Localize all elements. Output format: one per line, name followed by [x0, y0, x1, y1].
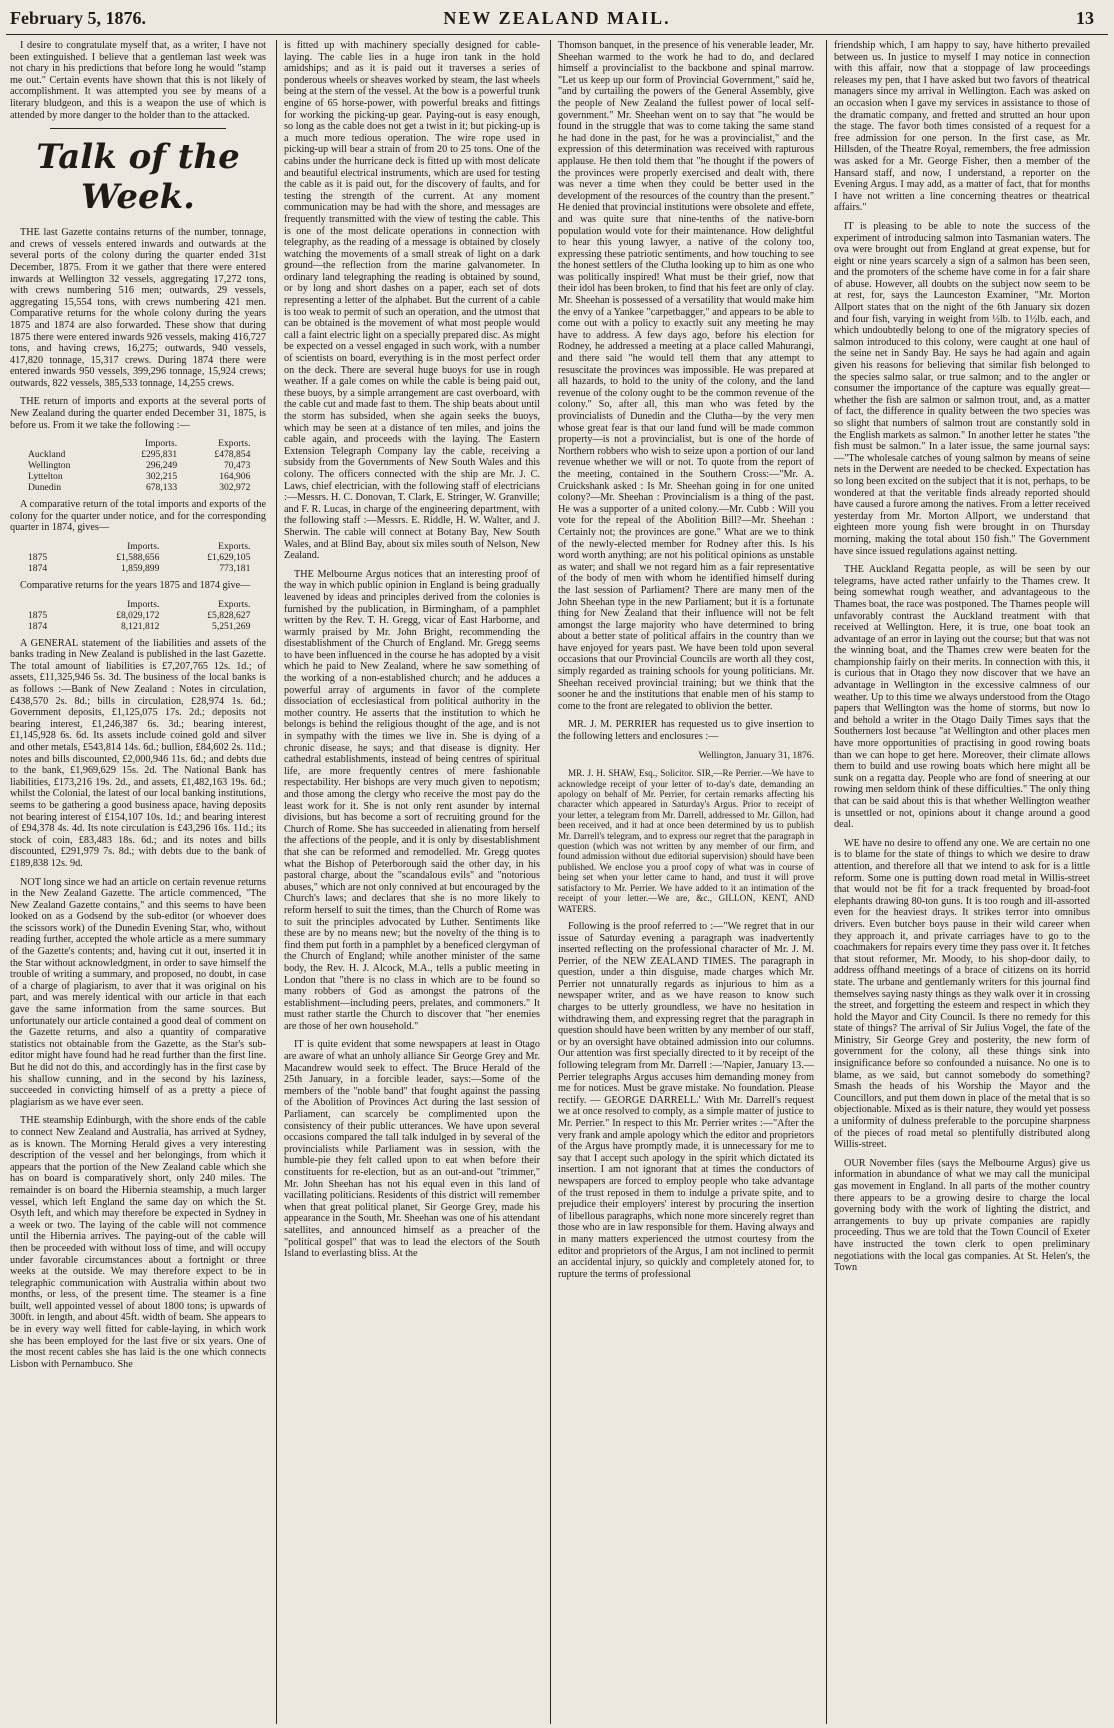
masthead [0, 0, 1114, 34]
table-cell: 1,859,899 [120, 563, 160, 575]
article-year-comparison: Comparative returns for the years 1875 and 1874 give— [20, 580, 251, 592]
masthead-rule [6, 34, 1108, 35]
article-quarter-comparison: A comparative return of the total imports and exports of the colony for the quarter under notice, and for the corresponding quarter in 1874, gives— [10, 499, 266, 534]
table-cell: Wellington [28, 460, 71, 472]
table-header: Imports. [127, 541, 160, 553]
table-row [24, 552, 254, 563]
letter-body: MR. J. H. SHAW, Esq., Solicitor. SIR,—Re Perrier.—We have to acknowledge receipt of your letter of to-day's date, demanding an apology on behalf of Mr. Perrier, for certain remarks affecting his character which appeared in Saturday's Argus. Prior to receipt of your letter, a telegram from Mr. Darrell, addressed to Mr. Gillon, had been received, and it had at once been determined by us to publish Mr. Darrell's telegram, and to express our regret that the paragraph in question (which was not written by any member of our firm, and found admission without due editorial supervision) should have been published. We enclose you a proof copy of what was in course of being set when your letter came to hand, and trust it will prove satisfactory to Mr. Perrier. We have added to it an intimation of the receipt of your letter.—We are, &c., GILLON, KENT, AND WATERS. [558, 768, 814, 914]
table-cell: 70,473 [224, 460, 251, 472]
table-header: Exports. [218, 598, 251, 610]
imports-by-port-table [24, 438, 254, 493]
article-grey-macandrew: IT is quite evident that some newspapers at least in Otago are aware of what an unholy alliance Sir George Grey and Mr. Macandrew would seek to effect. The Bruce Herald of the 25th January, in a forcible leader, says:—Some of the members of the "noble band" that fought against the passing of the Abolition of Provinces Act during the last session of Parliament, can scarcely be complimented upon the consistency of their public utterances. We have upon several occasions compared the tall talk indulged in by several of the provincialists while Parliament was in session, with the humble-pie they felt called upon to eat when before their constituents for re-election, but as an out-and-out "trimmer," Mr. John Sheehan has not his equal even in this land of vacillating politicians. Residents of this district will remember when that great political planet, Sir George Grey, made his appearance in the South, Mr. Sheehan was one of his attendant satellites, and announced himself as a preacher of the "political gospel" that was to lead the electors of the South Island to everlasting bliss. At the [284, 1039, 540, 1260]
column-3 [558, 40, 814, 1724]
article-tasmanian-salmon: IT is pleasing to be able to note the success of the experiment of introducing salmon into Tasmanian waters. The ova were brought out from England at great expense, but for eight or nine years scarcely a sign of a salmon has been seen, and the promoters of the scheme have come in for a fair share of abuse. However, all doubts on the subject now seem to be at rest, for, says the Launceston Examiner, "Mr. Morton Allport states that on the night of the 6th January six dozen and four fish, varying in weight from ½lb. to 1½lb. each, and which undoubtedly belong to one of the migratory species of salmon introduced to this colony, were caught at one haul of the seine net in Sandy Bay. He says he had again and again given his reasons for believing that similar fish belonged to the species salmo salar, or true salmon; and to the angler or consumer the importance of the capture was equally great—whether the fish are salmon or salmon trout, and, as a matter of fact, the difference in quality between the two species was so slight that numbers of salmon trout are constantly sold in the English markets as salmon." In another letter he states "the fish must be salmon." In a later issue, the same journal says:—"The wholesale catches of young salmon by means of seine nets in the Derwent are needed to be checked. Expectation has so long been excited on the subject that it is not, perhaps, to be wondered at that the veritable finds already reported should have caused a furore among the natives. From a letter received yesterday from Mr. Morton Allport, we understand that eighteen more young fish were brought in on Thursday morning, making the total about 150 fish." The Government have since issued regulations against netting. [834, 220, 1090, 557]
column-divider [550, 40, 551, 1724]
column-4 [834, 40, 1090, 1724]
article-shipping-returns: THE last Gazette contains returns of the number, tonnage, and crews of vessels entered inwards and outwards at the several ports of the colony during the quarter ended 31st December, 1875. From it we gather that there were entered inwards at Wellington 32 vessels, aggregating 17,272 tons, with crews numbering 516 men; outwards, 29 vessels, aggregating 15,554 tons, with crews numbering 421 men. Comparative returns for the whole colony during the years 1875 and 1874 are also forwarded. These show that during 1875 there were entered inwards 926 vessels, making 416,727 tons, and having crews, 16,275; outwards, 940 vessels, 417,820 tonnage, 15,317 crews. During 1874 there were entered inwards 950 vessels, 399,296 tonnage, 15,924 crews; outwards, 822 vessels, 385,533 tonnage, 14,255 crews. [10, 227, 266, 389]
section-heading: Talk of the Week. [36, 137, 240, 218]
table-cell: £295,831 [141, 449, 178, 461]
table-cell: 1874 [28, 620, 48, 632]
table-cell: £478,854 [214, 449, 251, 461]
page-number: 13 [1076, 8, 1094, 28]
table-header: Imports. [144, 438, 178, 450]
table-row [24, 621, 254, 632]
letter-dateline: Wellington, January 31, 1876. [698, 749, 814, 761]
table-cell: 1875 [28, 609, 48, 621]
table-row [24, 610, 254, 621]
table-cell: 1875 [28, 552, 48, 564]
issue-date: February 5, 1876. [10, 8, 146, 28]
table-cell: 5,251,269 [212, 620, 251, 632]
table-cell: Auckland [28, 449, 66, 461]
table-row [24, 449, 254, 460]
table-cell: £8,029,172 [116, 609, 160, 621]
table-cell: 164,906 [219, 471, 251, 483]
table-cell: 1874 [28, 563, 48, 575]
table-cell: £5,828,627 [207, 609, 251, 621]
year-comparison-table [24, 599, 254, 632]
table-cell: £1,629,105 [207, 552, 251, 564]
table-row [24, 471, 254, 482]
table-cell: 678,133 [145, 482, 178, 494]
newspaper-title: NEW ZEALAND MAIL. [443, 8, 671, 28]
table-header: Exports. [218, 438, 251, 450]
article-cable-continued: is fitted up with machinery specially designed for cable-laying. The cable lies in a huge iron tank in the hold amidships; and as it is paid out it traverses a series of ponderous wheels or sheaves worked by steam, the last wheels being at the stern of the vessel. At the bow is a powerful trunk engine of 65 horse-power, with powerful breaks and fittings for working the picking-up gear. Paying-out is easy enough, so long as the cable does not get a twist in it; but picking-up is a much more tedious operation. The wire rope used in picking-up will bear a strain of from 20 to 25 tons. One of the cabins under the hurricane deck is fitted up with most delicate and beautiful electrical instruments, which are used for testing the cable as it is paid out, for the discovery of faults, and for testing the strength of the current. At any moment communication may be had with the shore, and messages are frequently transmitted with the view of testing the cable. This is one of the most delicate operations in connection with telegraphy, as the reading of a message is obtained by closely watching the movements of a small streak of light on a dark ground—the reflection from the marine galvanometer. In ordinary land telegraphing the reading is obtained by sound, or by long and short dashes on a paper, each set of dots representing a letter of the alphabet. But the current of a cable is too weak to permit of such an operation, and the utmost that can be obtained is the movement of what most people would call a faint electric light on a specially prepared disc. As might be expected on a vessel engaged in such work, with a number of scientists on board, everything is in the most perfect order on the deck. There are several huge buoys for use in rough weather. If a gale comes on while the cable is being paid out, these buoys, by a simple arrangement are cast overboard, with the cable cut and made fast to them. The ship beats about until the storm has subsided, when she again seeks the buoys, which may be seen at a distance of ten miles, and joins the cable again, and proceeds with the laying. The Eastern Extension Telegraph Company lay the cable, receiving a subsidy from the Governments of New South Wales and this colony. The officers connected with the ship are Mr. J. C. Laws, chief electrician, with the following staff of electricians :—Messrs. H. C. Donovan, T. Clark, E. Stringer, W. Granville; and F. R. Lucas, in charge of the engineering department, with the following staff :—Messrs. E. Riddle, H. W. Walter, and J. Sherwin. The cable will connect at Botany Bay, New South Wales, and at Blind Bay, about six miles south of Nelson, New Zealand. [284, 40, 540, 562]
table-cell: 302,972 [219, 482, 251, 494]
column-1 [10, 40, 266, 1724]
article-sheehan-continued: Thomson banquet, in the presence of his venerable leader, Mr. Sheehan warmed to the work he had to do, and declared himself a provincialist to the backbone and spinal marrow. "Let us keep up our form of Provincial Government," said he, "and by curtailing the powers of the General Assembly, give the people of New Zealand the fullest power of local self-government." Mr. Sheehan went on to say that "he would be found in the struggle that was to come taking the same stand he had done in the past, for he was a provincialist," and the expression of this determination was received with rapturous applause. He then told them that "he thought if the powers of the provinces were properly exercised and dealt with, there was never a time when they could be better used in the development of the resources of the country than the present." He denied that provincial institutions were obsolete and effete, and was quite sure that nine-tenths of the native-born population would vote for their maintenance. How delightful to hear this young lawyer, a native of the colony too, expressing these patriotic sentiments, and how touching to see the honest settlers of the Clutha looking up to him as one who was politically inspired! What must be their grief, now that their idol has been broken, to find that his feet are only of clay. Mr. Sheehan is possessed of a versatility that would make him the envy of a Yankee "carpetbagger," and appears to be able to come out with a policy to exactly suit any meeting he may have to address. A few days ago, before his election for Rodney, he addressed a meeting at a place called Mahurangi, and there said "he would tell them that any attempt to resuscitate the provinces was impossible. He was prepared at all hazards, to hold to the unity of the colony, and the land revenue of the colony ought to be the common revenue of the colony." So, after all, this man who was feted by the provincialists of Dunedin and the Clutha—by the very men whose great fear is that our land fund will be made common property—is not a provincialist, but is one of the horde of Northern robbers who wish to seize upon a portion of our land revenue whether we will or not. To quote from the report of the meeting, contained in the Southern Cross:—"Mr. A. Cruickshank asked : Is Mr. Sheehan going in for one united colony?—Mr. Sheehan : Provincialism is a thing of the past. He was a supporter of a united colony.—Mr. Cubb : Will you vote for the repeal of the Abolition Bill?—Mr. Sheehan : Certainly not; the provinces are gone." What are we to think of the newly-elected member for Rodney after this. Is his word worth anything; are not his political opinions as unstable as water; and shall we not regard him as a fair representative of the body of men with whom he identified himself during the last session of Parliament? There are many men of the John Sheehan type in the new Parliament; but it is a fortunate thing for New Zealand that their influence will not be felt amongst the large majority who have determined to bring about a better state of political affairs in the country than we have enjoyed for years past. We have been told upon several occasions that our Provincial Councils are worth all they cost, simply regarded as training schools for young politicians. Mr. Sheehan received provincial training; but we think that the sooner he and the institutions that enable men of his stamp to come to the front are relegated to oblivion the better. [558, 40, 814, 712]
article-banks: A GENERAL statement of the liabilities and assets of the banks trading in New Zealand is published in the last Gazette. The total amount of liabilities is £7,207,765 12s. 1d.; of assets, £11,325,946 5s. 3d. The business of the local banks is as follows :—Bank of New Zealand : Notes in circulation, £438,570 2s. 8d.; bills in circulation, £28,974 1s. 6d.; Government deposits, £1,125,075 17s. 2d.; deposits not bearing interest, £1,246,387 6s. 3d.; bearing interest, £1,145,928 6s. 6d. Its assets include coined gold and silver and other metals, £543,814 14s. 6d.; bullion, £84,602 2s. 11d.; notes and bills discounted, £2,000,946 11s. 6d.; and debts due to the bank, £1,969,629 15s. 2d. The National Bank has liabilities, £173,216 19s. 2d., and assets, £1,482,163 19s. 6d.; whilst the Colonial, the latest of our local banking institutions, seems to be gathering a good business apace, having deposits not bearing interest of £154,107 10s. 1d.; and bearing interest of £94,378 4s. 4d. Its note circulation is £43,296 16s. 11d.; its stock of coin, £83,483 18s. 6d.; and its notes and bills discounted, £291,979 7s. 8d.; with debts due to the bank of £189,838 12s. 9d. [10, 637, 266, 869]
article-willis-street: WE have no desire to offend any one. We are certain no one is to blame for the state of things to which we desire to draw attention, and therefore all that we intend to ask for is a little reform. Some one is putting down road metal in Willis-street that would not be fit for a track frequented by broad-foot elephants drawing 80-ton guns. It is too rough and ill-assorted even for the heaviest drays. It strikes terror into omnibus drivers. Even butcher boys pause in their wild career when they approach it, and private carriages have to go to the coachmakers for repairs every time they pass over it. It fetches that stout reformer, Mr. Moody, to his shop-door daily, to address offhand meetings of a brace of citizens on its horrid state. The urbane and gentlemanly writers for this journal find themselves saying nasty things as they walk over it in crossing the street, and forgetting the esteem and respect in which they hold the Mayor and City Council. Is there no remedy for this state of things? The arrival of Sir Julius Vogel, the fate of the Ministry, Sir George Grey and posterity, the new form of government for the colony, all these things sink into insignificance before so confounded a nuisance. No one is to blame, as we said, but cannot somebody do something? Smash the heads of his Worship the Mayor and the Councillors, and put them down in place of the metal that is so objectionable. Mixed as is their nature, they would yet possess a uniformity of dulness preferable to the porcupine sharpness of the pieces of road metal so plentifully distributed along Willis-street. [834, 837, 1090, 1151]
article-plagiarism: NOT long since we had an article on certain revenue returns in the New Zealand Gazette. The article commenced, "The New Zealand Gazette contains," and this seems to have been looked on as a Godsend by the sub-editor (or whoever does the scissors work) of the Dunedin Evening Star, who, without reading further, accepted the whole article as a mere summary of the Gazette's contents; and, having cut it out, inserted it in the Star without acknowledgment, in order to save himself the trouble of writing a summary, and proposed, no doubt, in case of a charge of plagiarism, to aver that it was original on his part, and was merely identical with our article in that each gave the same information from the same sources. But unfortunately our article contained a good deal of comment on the Gazette returns, and also a quantity of comparative statistics not obtainable from the Gazette, as the Star's sub-editor might have found had he read further than the first line. But he did not do this, and accordingly has in the first case by his shallow cunning, and in the second by his laziness, succeeded in convicting himself of as a pretty a piece of plagiarism as we have ever seen. [10, 876, 266, 1108]
table-cell: 302,215 [145, 471, 178, 483]
table-cell: £1,588,656 [116, 552, 160, 564]
table-cell: Lyttelton [28, 471, 63, 483]
quarter-comparison-table [24, 541, 254, 574]
article-imports-exports: THE return of imports and exports at the several ports of New Zealand during the quarter ended December 31, 1875, is before us. From it we take the following :— [10, 396, 266, 431]
table-row [24, 482, 254, 493]
column-divider [826, 40, 827, 1724]
table-cell: 8,121,812 [120, 620, 160, 632]
table-cell: 773,181 [219, 563, 251, 575]
table-row [24, 460, 254, 471]
column-divider [276, 40, 277, 1724]
article-disestablishment: THE Melbourne Argus notices that an interesting proof of the way in which public opinion in England is being gradually leavened by ideas and principles derived from the colonies is furnished by the publication, in Birmingham, of a pamphlet written by the Rev. T. H. Gregg, vicar of East Harborne, and warmly praised by Mr. John Bright, recommending the disestablishment of the Church of England. Mr. Gregg seems to have been influenced in the course he has adopted by a visit which he paid to New Zealand, where he saw something of the working of a non-established church; and he adduces a powerful array of arguments in favor of the complete dissociation of ecclesiastical from political authority in the mother country. He asserts that the institution to which he belongs is behind the religious thought of the age, and is not in sympathy with the times we live in. She is dying of a chronic disease, he says; and that disease is dignity. Her cathedral establishments, instead of being centres of spiritual life, are more frequently centres of mere fashionable respectability. Her bishops are very much given to nepotism; and those among the clergy who receive the most pay do the least work for it. She is not only rent asunder by internal divisions, but has become a sort of recruiting ground for the Church of Rome. She has succeeded in alienating from herself the affections of the people, and it is only by disestablishment that she can be reformed and remodelled. Mr. Gregg quotes what the Bishop of Peterborough said the other day, in his pastoral charge, about the "scandalous evils" and "notorious abuses," which are not only connived at but encouraged by the Church's laws; and declares that she is no more likely to reform herself to suit the times, than the Church of Rome was to suit the principles advocated by Luther. Sentiments like these are by no means new; but the novelty of the thing is to find them put forth in a pamphlet by a beneficed clergyman of the Church of England; while another minister of the same body, the Rev. H. J. Alcock, M.A., tells a public meeting in London that "there is no class in which are to be found so many robbers of God as amongst the patrons of the establishment—including peers, prelates, and commoners." It must rather startle the Church to discover that "her enemies are those of her own household." [284, 568, 540, 1032]
article-apology-proof: Following is the proof referred to :—"We regret that in our issue of Saturday evening a paragraph was inadvertently inserted reflecting on the professional character of Mr. J. M. Perrier, of the NEW ZEALAND TIMES. The paragraph in question, under a thin disguise, made charges which Mr. Perrier not unnaturally regards as injurious to him as a newspaper writer, and as we have reason to know such charges to be utterly groundless, we have no hesitation in withdrawing them, and expressing regret that the paragraph in question should have been written by any member of our staff, or by an oversight have obtained admission into our columns. Our attention was first specially directed to it by receipt of the following telegram from Mr. Darrell :—'Napier, January 13.—Perrier telegraphs Argus accuses him demanding money from me for notices. Must be grave mistake. No foundation. Please rectify. — GEORGE DARRELL.' With Mr. Darrell's request we at once resolved to comply, as a simple matter of justice to Mr. Perrier." In respect to this Mr. Perrier writes :—"After the very frank and ample apology which the editor and proprietors of the Argus have promptly made, it is unnecessary for me to say that I accept such apology in the spirit which dictated its insertion. I am not ignorant that at times the conductors of newspapers are forced to employ people who take advantage of the trust reposed in them to indulge a private spite, and to prejudice their employers' interest by procuring the insertion of libellous paragraphs, which none more sincerely regret than those who are in law responsible for them. Having always and in many matters experienced the utmost courtesy from the editor and proprietors of the Argus, I am not inclined to permit an accidental injury, so quickly and completely atoned for, to rupture the terms of professional [558, 920, 814, 1280]
article-perrier: MR. J. M. PERRIER has requested us to give insertion to the following letters and enclosures :— [558, 719, 814, 743]
article-intro: I desire to congratulate myself that, as a writer, I have not been extinguished. I believe that a gentleman last week was not chary in his predictions that before long he would "stamp me out." Certain events have shown that this is not likely of accomplishment. It was attempted you see by means of a literary bludgeon, and this is a weapon the use of which is attended by more danger to the holder than to the attacked. [10, 40, 266, 121]
table-cell: Dunedin [28, 482, 62, 494]
article-auckland-regatta: THE Auckland Regatta people, as will be seen by our telegrams, have acted rather unfairly to the Thames crew. It being somewhat rough weather, and advantageous to the Thames boat, the race was postponed. The Thames people will unfavorably contrast the Auckland treatment with that received at Wellington. Here, it is true, one boat took an advantage of an error in laying out the course; but that was not the winning boat, and the Thames crew were beaten for the championship fairly on their merits. In connection with this, it is curious that in Otago they now discover that we have an advantage in Wellington in the excessive calmness of our weather. Up to this time we always understood from the Otago papers that Wellington was the home of storms, but now lo and behold a writer in the Otago Daily Times says that the Southerners lost because "at Wellington and other places men have more opportunities of practising in good rowing boats than we can hope to get here. Moreover, their climate allows them to build and use rowing boats which here might all be sunk on a regatta day. People who are fond of sneering at our rowing men seldom think of these difficulties." The only thing that can be said about this is that whether Wellington weather is unsettled or not, opinions about it change around a good deal. [834, 564, 1090, 831]
article-perrier-continued: friendship which, I am happy to say, have hitherto prevailed between us. In justice to myself I may notice in connection with this affair, now that a stoppage of law proceedings releases my pen, that I have asked but two favors of theatrical managers since my arrival in Wellington. Each was asked on an occasion when I gave my services in assistance to those of the dramatic company, and fretted and strutted an hour upon the stage. The favor both times consisted of a request for a free admission for one person. In the first case, as Mr. Hillsden, of the Theatre Royal, remembers, the free admission was asked for a Mr. George Fisher, then a member of the Hansard staff, and now, I understand, a reporter on the Evening Argus. I may add, as a matter of fact, that for months I have not written a line concerning theatres or theatrical affairs." [834, 40, 1090, 214]
article-edinburgh-cable: THE steamship Edinburgh, with the shore ends of the cable to connect New Zealand and Australia, has arrived at Sydney, as is known. The Morning Herald gives a very interesting description of the vessel and her belongings, from which it appears that the portion of the New Zealand cable which she has on board is comparatively short, only 240 miles. The remainder is on board the Hibernia steamship, a much larger vessel, which left England the same day on which the St. Osyth left, and which may therefore be expected in Sydney in a week or two. The laying of the cable will not commence until the Hibernia arrives. The paying-out of the cable will then be proceeded with without loss of time, and will occupy under favorable circumstances about a fortnight or three weeks at the outside. We may therefore expect to be in telegraphic communication with Australia within about two months, or less, of the present time. The steamer is a fine built, well appointed vessel of about 1800 tons; is upwards of 300ft. in length, and about 45ft. width of beam. She appears to be in every way well fitted for cable-laying, in which work she has been employed for the last five or six years. One of the most recent cables she has laid is the one which connects Lisbon with Pernambuco. She [10, 1115, 266, 1370]
section-rule [50, 128, 226, 129]
table-header: Imports. [127, 598, 160, 610]
column-2 [284, 40, 540, 1724]
table-header: Exports. [218, 541, 251, 553]
article-municipal-gas: OUR November files (says the Melbourne Argus) give us information in abundance of what we may call the municipal gas movement in England. In all parts of the mother country there appears to be a growing desire to charge the local governing body with the work of lighting the district, and arrangements to buy up private companies are rapidly proceeding. Thus we are told that the Town Council of Exeter have instructed the town clerk to open preliminary negotiations with the local gas companies. At St. Helen's, the Town [834, 1157, 1090, 1274]
table-row [24, 563, 254, 574]
table-cell: 296,249 [145, 460, 178, 472]
